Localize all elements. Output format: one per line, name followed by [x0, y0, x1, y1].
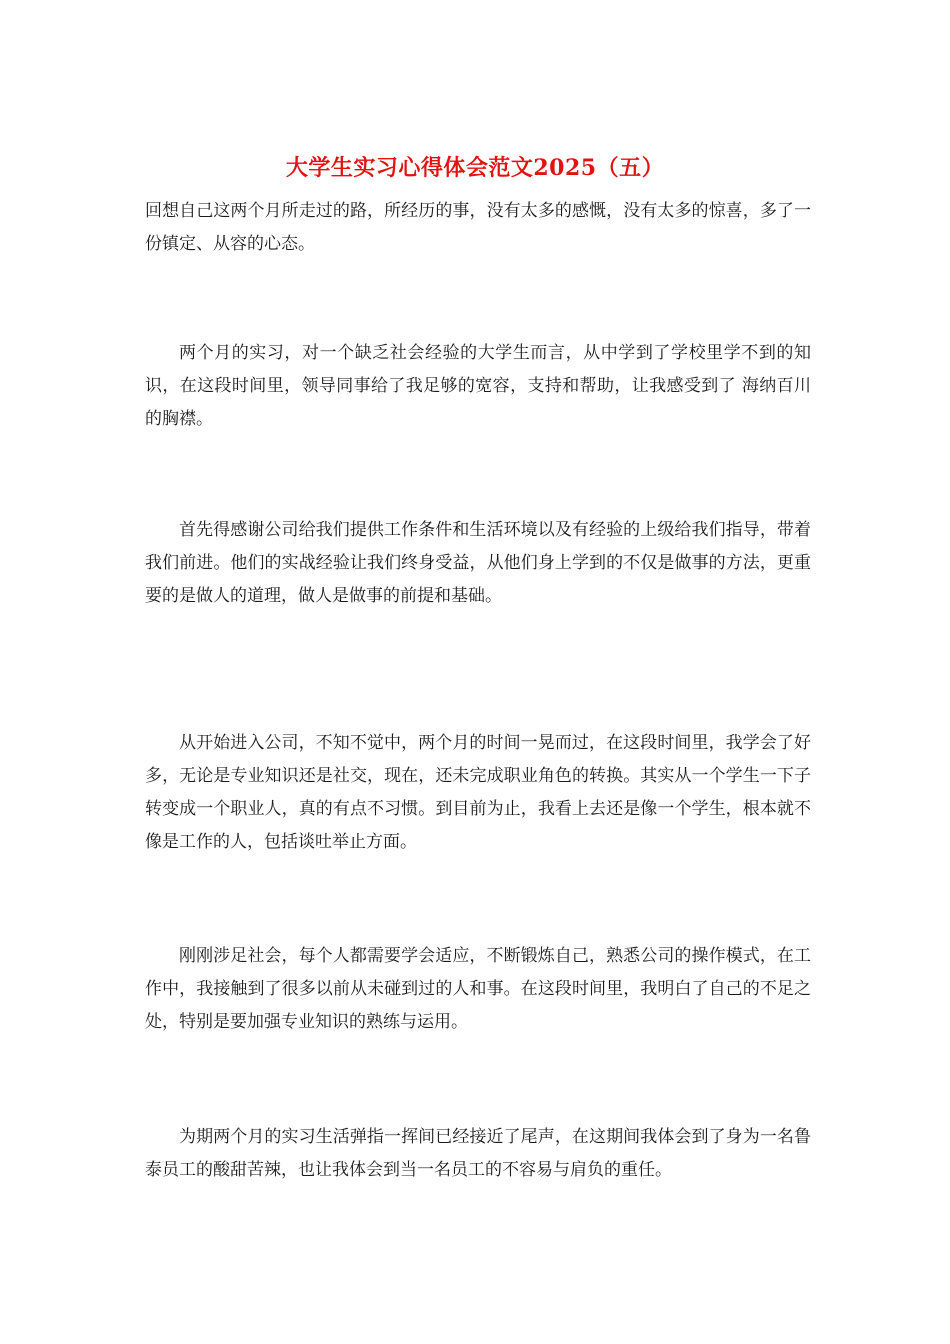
paragraph-joining-company: 从开始进入公司，不知不觉中，两个月的时间一晃而过，在这段时间里，我学会了好多，无论是专业知识还是社交，现在，还未完成职业角色的转换。其实从一个学生一下子转变成一个职业人，真的有点不习惯。到目前为止，我看上去还是像一个学生，根本就不像是工作的人，包括谈吐举止方面。 [145, 733, 811, 852]
paragraph-intro: 回想自己这两个月所走过的路，所经历的事，没有太多的感慨，没有太多的惊喜，多了一份镇定、从容的心态。 [145, 201, 811, 254]
paragraph-gratitude: 首先得感谢公司给我们提供工作条件和生活环境以及有经验的上级给我们指导，带着我们前进。他们的实战经验让我们终身受益，从他们身上学到的不仅是做事的方法，更重要的是做人的道理，做人是做事的前提和基础。 [145, 520, 811, 606]
paragraph-adapting: 刚刚涉足社会，每个人都需要学会适应，不断锻炼自己，熟悉公司的操作模式，在工作中，我接触到了很多以前从未碰到过的人和事。在这段时间里，我明白了自己的不足之处，特别是要加强专业知识的熟练与运用。 [145, 946, 811, 1032]
paragraph-internship-experience: 两个月的实习，对一个缺乏社会经验的大学生而言，从中学到了学校里学不到的知识，在这段时间里，领导同事给了我足够的宽容，支持和帮助，让我感受到了 海纳百川 的胸襟。 [145, 343, 811, 429]
paragraph-conclusion: 为期两个月的实习生活弹指一挥间已经接近了尾声，在这期间我体会到了身为一名鲁泰员工的酸甜苦辣，也让我体会到当一名员工的不容易与肩负的重任。 [145, 1127, 811, 1180]
document-title: 大学生实习心得体会范文2025（五） [285, 155, 665, 181]
